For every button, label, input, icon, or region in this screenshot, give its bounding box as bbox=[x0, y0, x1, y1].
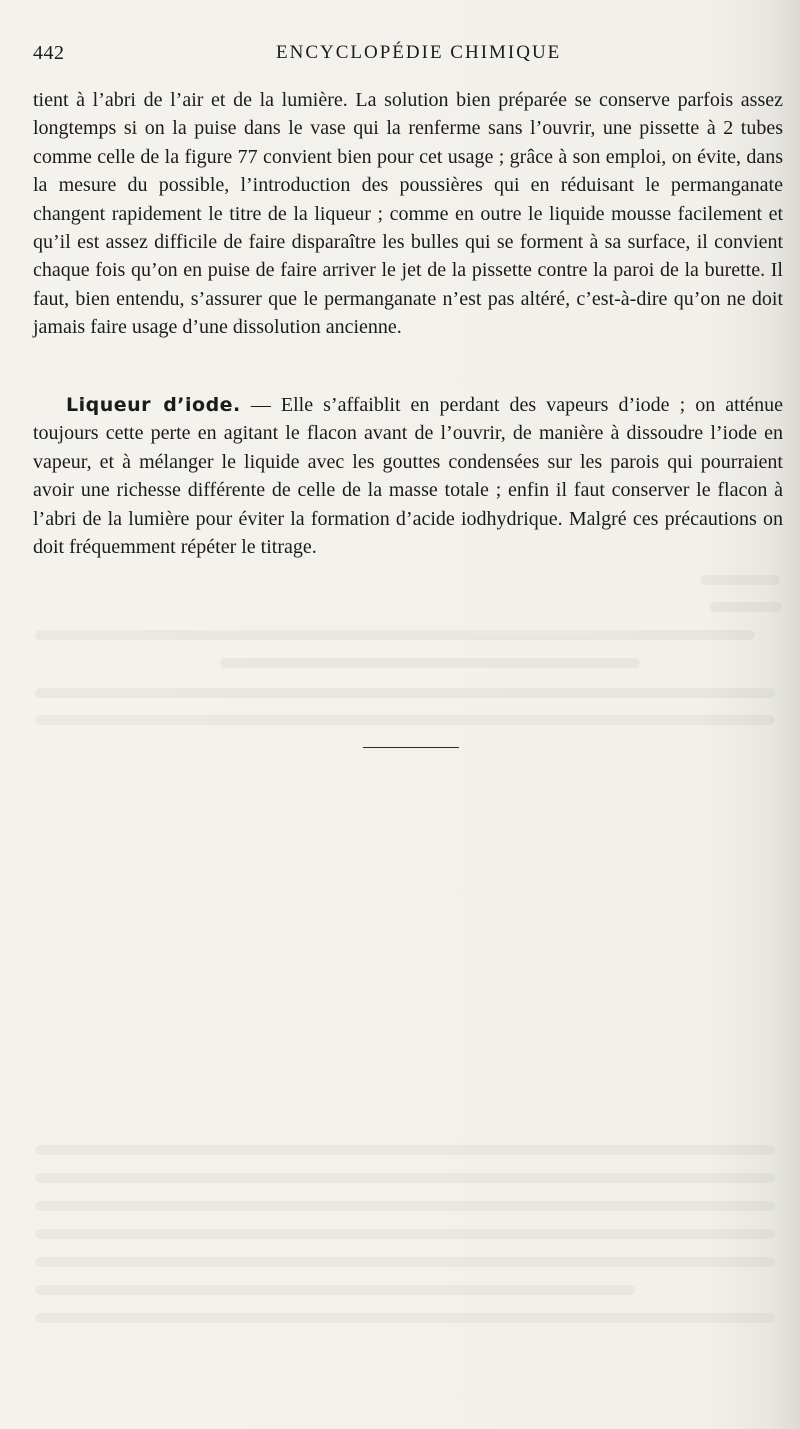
bleed-line bbox=[35, 1229, 775, 1239]
bleed-line bbox=[710, 602, 782, 612]
section-divider bbox=[363, 747, 459, 748]
bleed-line bbox=[700, 575, 780, 585]
paragraph-body: — Elle s’affaiblit en perdant des vapeurs d’iode ; on atténue toujours cette perte en agitant le flacon avant de l’ouvrir, de manière à dissoudre l’iode en vapeur, et à mélanger le liquide avec les gouttes condensées sur les parois qui pourraient avoir une richesse différente de celle de la masse totale ; enfin il faut conserver le flacon à l’abri de la lumière pour éviter la formation d’acide iodhydrique. Malgré ces précautions on doit fréquemment répéter le titrage. bbox=[33, 394, 783, 559]
paragraph-text bbox=[33, 391, 783, 561]
page-number: 442 bbox=[33, 42, 65, 64]
bleed-line bbox=[220, 658, 640, 668]
paragraph-iodine bbox=[33, 391, 783, 561]
paragraph-permanganate bbox=[33, 86, 783, 342]
bleed-line bbox=[35, 1201, 775, 1211]
bleed-line bbox=[35, 688, 775, 698]
bleed-line bbox=[35, 1285, 635, 1295]
bleed-line bbox=[35, 1313, 775, 1323]
bleed-line bbox=[35, 715, 775, 725]
bleed-line bbox=[35, 630, 755, 640]
page-header bbox=[33, 42, 593, 68]
show-through-texture bbox=[0, 600, 800, 1340]
section-heading: Liqueur d’iode. bbox=[66, 394, 241, 416]
paragraph-text: tient à l’abri de l’air et de la lumière. La solution bien préparée se conserve parfois assez longtemps si on la puise dans le vase qui la renferme sans l’ouvrir, une pissette à 2 tubes comme celle de la figure 77 convient bien pour cet usage ; grâce à son emploi, on évite, dans la mesure du possible, l’introduction des poussières qui en réduisant le permanganate changent rapidement le titre de la liqueur ; comme en outre le liquide mousse facilement et qu’il est assez difficile de faire disparaître les bulles qui se forment à sa surface, il convient chaque fois qu’on en puise de faire arriver le jet de la pissette contre la paroi de la burette. Il faut, bien entendu, s’assurer que le permanganate n’est pas altéré, c’est-à-dire qu’on ne doit jamais faire usage d’une dissolution ancienne. bbox=[33, 89, 783, 339]
bleed-line bbox=[35, 1173, 775, 1183]
bleed-line bbox=[35, 1145, 775, 1155]
bleed-line bbox=[35, 1257, 775, 1267]
running-head: ENCYCLOPÉDIE CHIMIQUE bbox=[276, 42, 562, 63]
